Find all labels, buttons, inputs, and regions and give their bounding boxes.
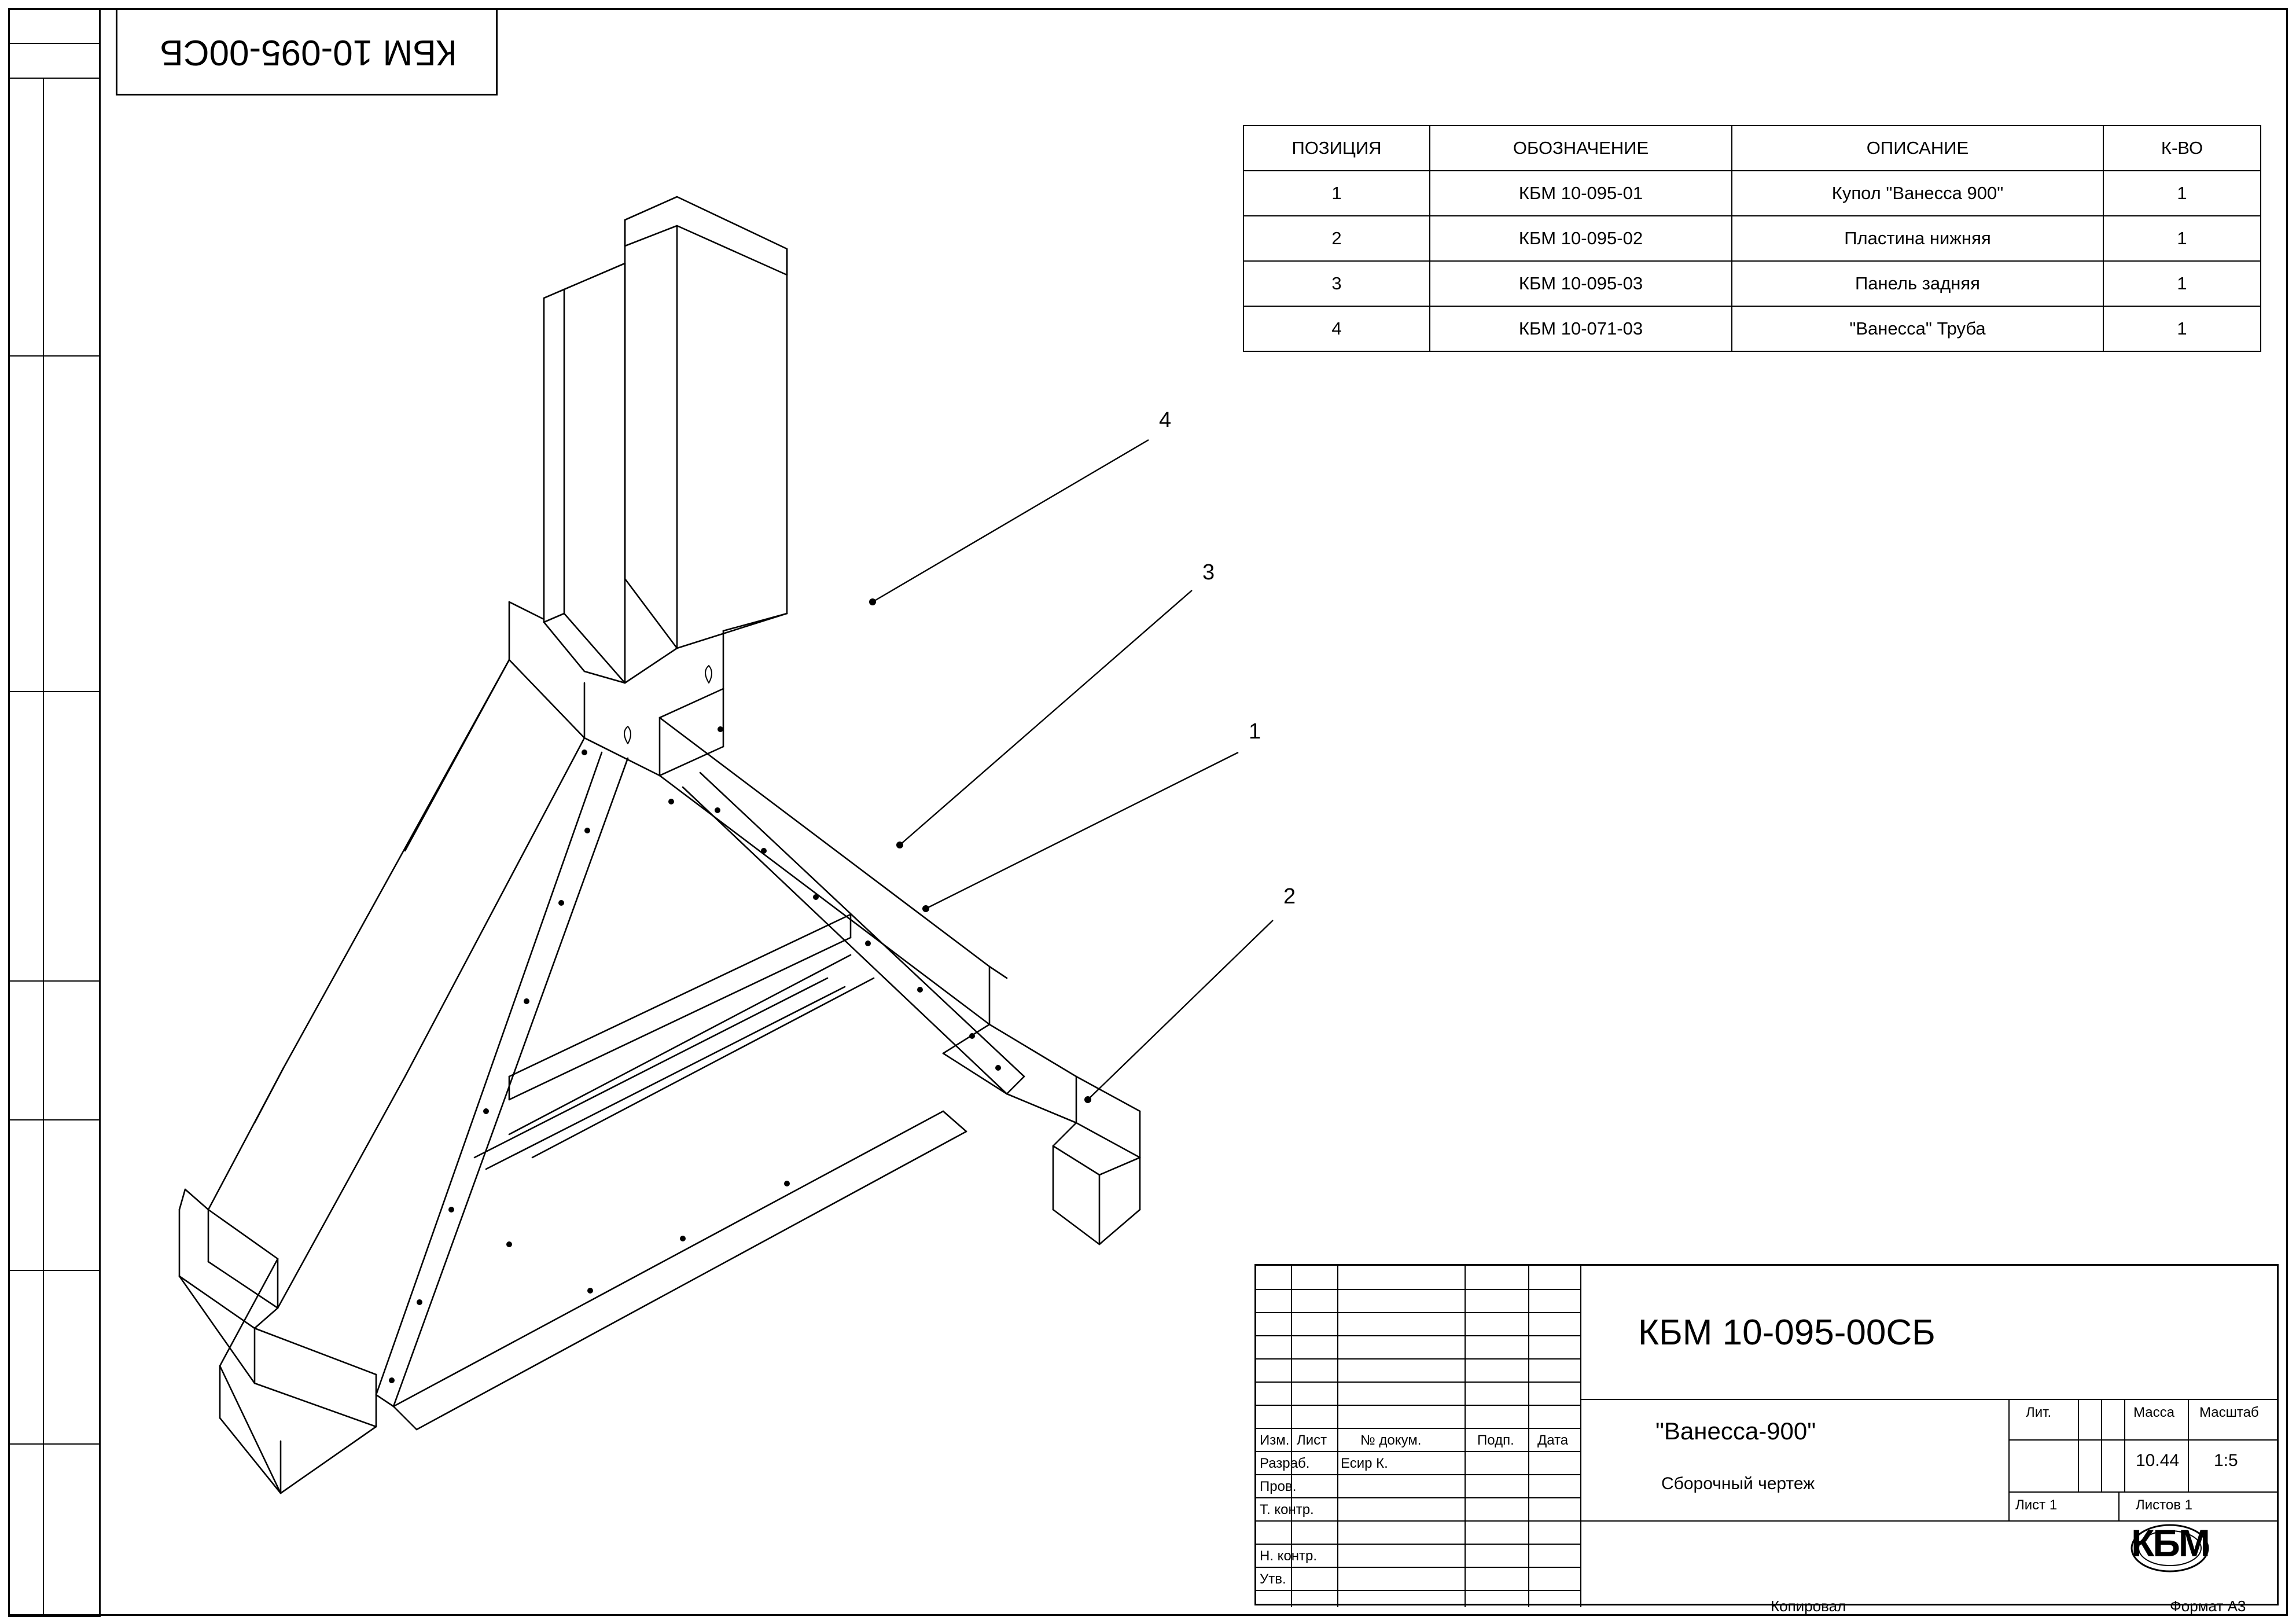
tb-stage-nkontr: Н. контр.: [1260, 1548, 1318, 1564]
tb-stage-tkontr: Т. контр.: [1260, 1502, 1314, 1518]
tb-col-data: Дата: [1537, 1432, 1569, 1448]
tb-col-doc: № докум.: [1360, 1432, 1422, 1448]
tb-mass-label: Масса: [2133, 1405, 2174, 1420]
company-logo: [2106, 1516, 2234, 1580]
bom-cell-designation: КБМ 10-095-02: [1430, 216, 1732, 261]
bom-cell-designation: КБМ 10-071-03: [1430, 306, 1732, 351]
bom-cell-quantity: 1: [2103, 171, 2261, 216]
bom-cell-description: "Ванесса" Труба: [1732, 306, 2103, 351]
tb-col-podp: Подп.: [1477, 1432, 1514, 1448]
format-label: Формат А3: [2170, 1597, 2246, 1615]
tb-developer-name: Есир К.: [1341, 1456, 1388, 1471]
bom-cell-position: 2: [1243, 216, 1430, 261]
bom-header-designation: ОБОЗНАЧЕНИЕ: [1430, 126, 1732, 171]
tb-drawing-type: Сборочный чертеж: [1661, 1474, 1815, 1493]
tb-sheet-label: Лист 1: [2015, 1497, 2058, 1513]
balloon-4: 4: [1159, 408, 1172, 432]
bom-header-description: ОПИСАНИЕ: [1732, 126, 2103, 171]
tb-lit-label: Лит.: [2026, 1405, 2052, 1420]
bom-cell-description: Купол "Ванесса 900": [1732, 171, 2103, 216]
tb-col-list: Лист: [1297, 1432, 1327, 1448]
table-row: [1243, 216, 2261, 261]
balloon-1: 1: [1249, 719, 1261, 744]
tb-sheets-label: Листов 1: [2136, 1497, 2192, 1513]
bom-cell-position: 3: [1243, 261, 1430, 306]
table-row: [1243, 261, 2261, 306]
bom-cell-quantity: 1: [2103, 216, 2261, 261]
mirrored-designation-box: [116, 10, 498, 95]
tb-col-izm: Изм.: [1260, 1432, 1290, 1448]
bom-header-row: [1243, 126, 2261, 171]
tb-stage-razrab: Разраб.: [1260, 1456, 1310, 1471]
copied-label: Копировал: [1771, 1597, 1846, 1615]
bom-cell-description: Пластина нижняя: [1732, 216, 2103, 261]
table-row: [1243, 306, 2261, 351]
bom-header-position: ПОЗИЦИЯ: [1243, 126, 1430, 171]
bom-cell-position: 1: [1243, 171, 1430, 216]
bom-cell-designation: КБМ 10-095-01: [1430, 171, 1732, 216]
bom-cell-position: 4: [1243, 306, 1430, 351]
isometric-assembly-drawing: [104, 174, 1296, 1592]
tb-stage-utv: Утв.: [1260, 1571, 1286, 1587]
tb-stage-prov: Пров.: [1260, 1479, 1297, 1494]
bom-cell-quantity: 1: [2103, 261, 2261, 306]
left-margin-column: [8, 8, 101, 1616]
tb-scale-value: 1:5: [2214, 1451, 2238, 1470]
bill-of-materials-table: [1243, 125, 2261, 352]
balloon-3: 3: [1202, 560, 1215, 585]
bom-cell-description: Панель задняя: [1732, 261, 2103, 306]
bom-cell-designation: КБМ 10-095-03: [1430, 261, 1732, 306]
tb-scale-label: Масштаб: [2199, 1405, 2259, 1420]
tb-drawing-number: КБМ 10-095-00СБ: [1638, 1313, 1936, 1353]
tb-mass-value: 10.44: [2136, 1451, 2180, 1470]
tb-product-name: "Ванесса-900": [1655, 1417, 1816, 1445]
table-row: [1243, 171, 2261, 216]
logo-text: КБМ: [2131, 1522, 2209, 1564]
bom-header-quantity: К-ВО: [2103, 126, 2261, 171]
mirrored-designation-text: КБМ 10-095-00СБ: [160, 32, 457, 73]
balloon-2: 2: [1283, 884, 1296, 909]
bom-cell-quantity: 1: [2103, 306, 2261, 351]
